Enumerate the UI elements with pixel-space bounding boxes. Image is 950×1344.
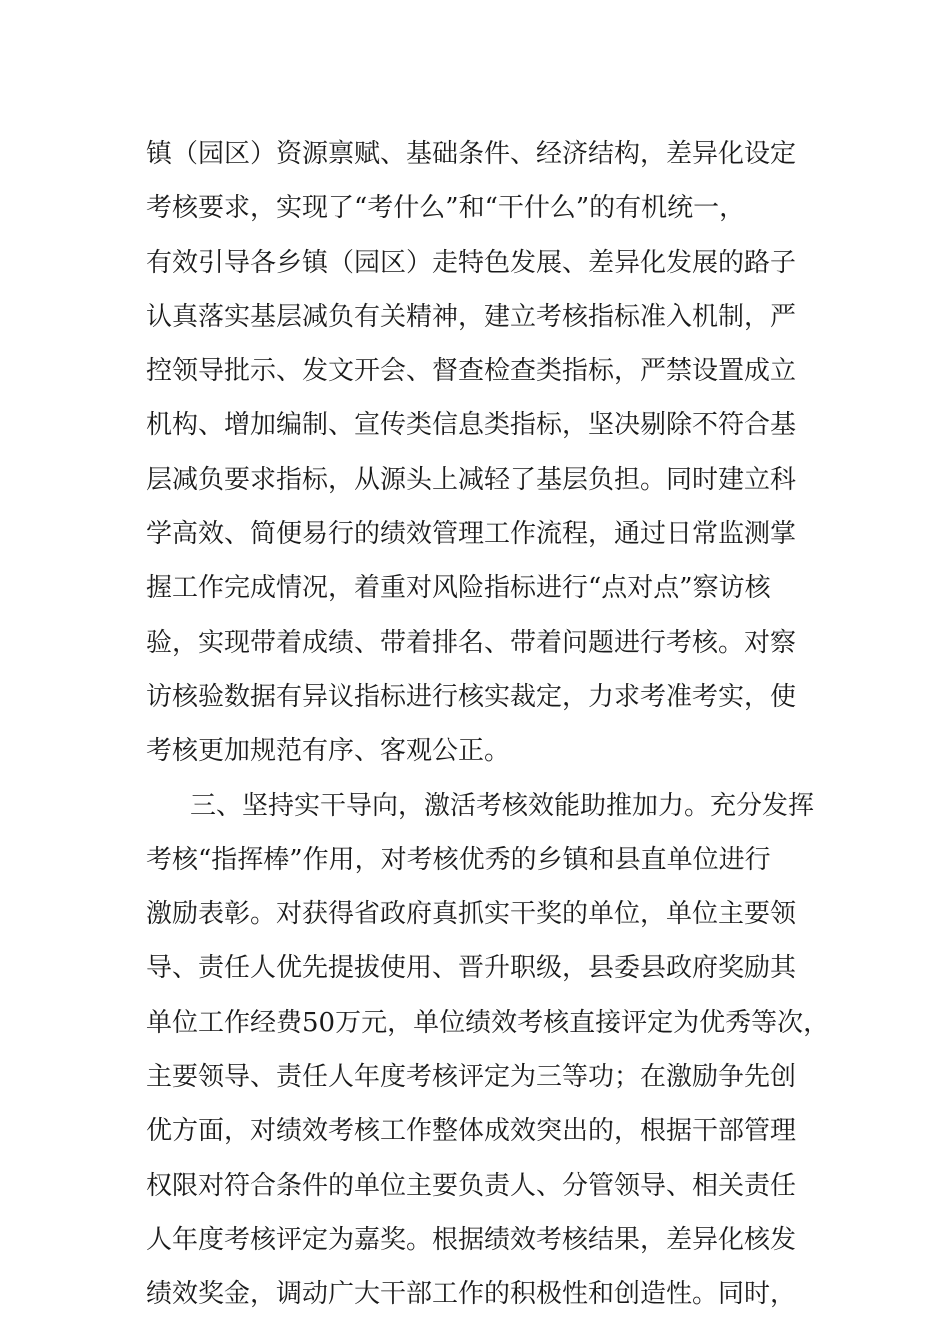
text-line: 绩效奖金，调动广大干部工作的积极性和创造性。同时， [146,1279,797,1310]
text-line: 单位工作经费50万元，单位绩效考核直接评定为优秀等次， [146,1007,830,1038]
body-text [146,127,830,1322]
text-line: 考核“指挥棒”作用，对考核优秀的乡镇和县直单位进行 [146,844,771,875]
text-line: 认真落实基层减负有关精神，建立考核指标准入机制，严 [146,301,797,332]
text-line: 握工作完成情况，着重对风险指标进行“点对点”察访核 [146,573,771,604]
text-line: 激励表彰。对获得省政府真抓实干奖的单位，单位主要领 [146,899,797,930]
text-line: 控领导批示、发文开会、督查检查类指标，严禁设置成立 [146,356,797,387]
text-line: 访核验数据有异议指标进行核实裁定，力求考准考实，使 [146,681,797,712]
text-line: 主要领导、责任人年度考核评定为三等功；在激励争先创 [146,1062,797,1093]
text-line: 机构、增加编制、宣传类信息类指标，坚决剔除不符合基 [146,410,797,441]
text-line: 导、责任人优先提拔使用、晋升职级，县委县政府奖励其 [146,953,797,984]
text-line: 权限对符合条件的单位主要负责人、分管领导、相关责任 [146,1170,797,1201]
text-line: 镇（园区）资源禀赋、基础条件、经济结构，差异化设定 [146,139,797,169]
text-line: 层减负要求指标，从源头上减轻了基层负担。同时建立科 [146,464,797,495]
text-line: 人年度考核评定为嘉奖。根据绩效考核结果，差异化核发 [146,1224,797,1255]
text-line: 优方面，对绩效考核工作整体成效突出的，根据干部管理 [146,1116,797,1147]
text-line: 验，实现带着成绩、带着排名、带着问题进行考核。对察 [146,627,797,658]
section-heading-line: 三、坚持实干导向，激活考核效能助推加力。充分发挥 [190,790,815,821]
text-line: 考核要求，实现了“考什么”和“干什么”的有机统一， [146,193,746,224]
text-line: 考核更加规范有序、客观公正。 [146,736,511,767]
text-line: 学高效、简便易行的绩效管理工作流程，通过日常监测掌 [146,519,797,550]
text-line: 有效引导各乡镇（园区）走特色发展、差异化发展的路子 [146,247,797,278]
